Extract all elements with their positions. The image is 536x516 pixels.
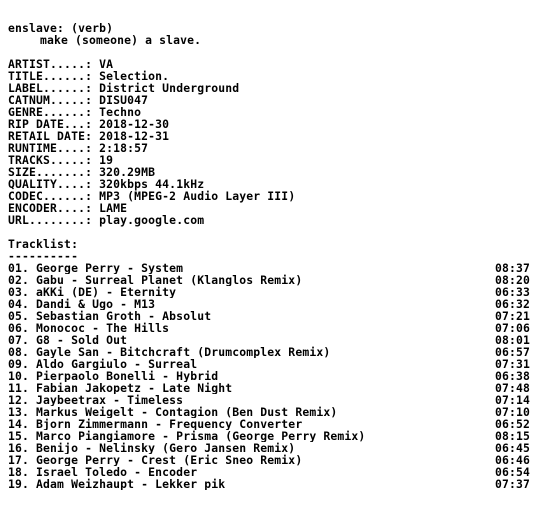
info-value: Techno — [99, 105, 142, 119]
info-value: 320kbps 44.1kHz — [99, 177, 205, 191]
track-title: 16. Benijo - Nelinsky (Gero Jansen Remix) — [8, 442, 296, 454]
info-value: 2:18:57 — [99, 141, 149, 155]
track-row — [8, 406, 530, 418]
track-time: 06:52 — [494, 417, 530, 431]
track-row — [8, 346, 530, 358]
info-value: Selection. — [99, 69, 170, 83]
track-time: 06:32 — [494, 297, 530, 311]
track-row — [8, 262, 530, 274]
info-label: ARTIST.....: — [8, 57, 100, 71]
track-row — [8, 298, 530, 310]
info-label: URL........: — [8, 213, 100, 227]
track-row — [8, 334, 530, 346]
track-title: 01. George Perry - System — [8, 262, 184, 274]
info-value: 2018-12-31 — [99, 129, 170, 143]
track-row — [8, 466, 530, 478]
track-time: 07:14 — [494, 393, 530, 407]
track-row — [8, 358, 530, 370]
info-label: ENCODER....: — [8, 201, 100, 215]
info-value: LAME — [99, 201, 128, 215]
tracklist-underline: ---------- — [8, 249, 79, 263]
track-title: 07. G8 - Sold Out — [8, 334, 128, 346]
track-title: 13. Markus Weigelt - Contagion (Ben Dust Remix) — [8, 406, 338, 418]
track-row — [8, 370, 530, 382]
info-label: QUALITY....: — [8, 177, 100, 191]
track-title: 18. Israel Toledo - Encoder — [8, 466, 198, 478]
info-value: VA — [99, 57, 114, 71]
info-label: CODEC......: — [8, 189, 100, 203]
track-time: 06:45 — [494, 441, 530, 455]
track-time: 06:46 — [494, 453, 530, 467]
track-title: 15. Marco Piangiamore - Prisma (George Perry Remix) — [8, 430, 366, 442]
track-time: 07:31 — [494, 357, 530, 371]
definition-headword: enslave: (verb) — [8, 21, 114, 35]
track-title: 12. Jaybeetrax - Timeless — [8, 394, 184, 406]
track-time: 07:10 — [494, 405, 530, 419]
track-title: 02. Gabu - Surreal Planet (Klanglos Remix) — [8, 274, 303, 286]
info-label: RETAIL DATE: — [8, 129, 100, 143]
track-row — [8, 442, 530, 454]
info-label: RUNTIME....: — [8, 141, 100, 155]
release-info-document — [8, 22, 530, 490]
release-info-block — [8, 58, 530, 226]
track-row — [8, 310, 530, 322]
info-value: MP3 (MPEG-2 Audio Layer III) — [99, 189, 296, 203]
info-label: LABEL......: — [8, 81, 100, 95]
track-time: 08:20 — [494, 273, 530, 287]
track-title: 19. Adam Weizhaupt - Lekker pik — [8, 478, 226, 490]
info-label: GENRE......: — [8, 105, 100, 119]
track-title: 09. Aldo Gargiulo - Surreal — [8, 358, 198, 370]
info-label: RIP DATE...: — [8, 117, 100, 131]
info-label: TRACKS.....: — [8, 153, 100, 167]
track-title: 08. Gayle San - Bitchcraft (Drumcomplex Remix) — [8, 346, 331, 358]
track-title: 14. Bjorn Zimmermann - Frequency Converter — [8, 418, 303, 430]
info-value: 19 — [99, 153, 114, 167]
track-row — [8, 322, 530, 334]
definition-meaning: make (someone) a slave. — [40, 33, 202, 47]
track-row — [8, 454, 530, 466]
info-row-url — [8, 214, 530, 226]
info-value: play.google.com — [99, 213, 205, 227]
track-row — [8, 394, 530, 406]
track-time: 07:37 — [494, 477, 530, 491]
tracklist — [8, 262, 530, 490]
track-row — [8, 418, 530, 430]
info-label: CATNUM.....: — [8, 93, 100, 107]
track-time: 06:33 — [494, 285, 530, 299]
track-time: 08:37 — [494, 261, 530, 275]
track-time: 07:48 — [494, 381, 530, 395]
track-time: 06:57 — [494, 345, 530, 359]
track-time: 06:38 — [494, 369, 530, 383]
track-title: 10. Pierpaolo Bonelli - Hybrid — [8, 370, 219, 382]
track-time: 06:54 — [494, 465, 530, 479]
track-title: 05. Sebastian Groth - Absolut — [8, 310, 212, 322]
track-row — [8, 430, 530, 442]
info-label: SIZE.......: — [8, 165, 100, 179]
track-row — [8, 478, 530, 490]
track-row — [8, 382, 530, 394]
track-title: 06. Monococ - The Hills — [8, 322, 170, 334]
info-label: TITLE......: — [8, 69, 100, 83]
track-row — [8, 286, 530, 298]
info-value: 320.29MB — [99, 165, 156, 179]
track-title: 17. George Perry - Crest (Eric Sneo Remix) — [8, 454, 303, 466]
track-time: 07:06 — [494, 321, 530, 335]
track-title: 04. Dandi & Ugo - M13 — [8, 298, 156, 310]
info-value: 2018-12-30 — [99, 117, 170, 131]
track-title: 03. aKKi (DE) - Eternity — [8, 286, 177, 298]
info-value: District Underground — [99, 81, 240, 95]
info-value: DISU047 — [99, 93, 149, 107]
track-time: 07:21 — [494, 309, 530, 323]
tracklist-heading: Tracklist: — [8, 237, 79, 251]
track-time: 08:15 — [494, 429, 530, 443]
track-time: 08:01 — [494, 333, 530, 347]
track-row — [8, 274, 530, 286]
track-title: 11. Fabian Jakopetz - Late Night — [8, 382, 233, 394]
spacer — [8, 226, 530, 238]
